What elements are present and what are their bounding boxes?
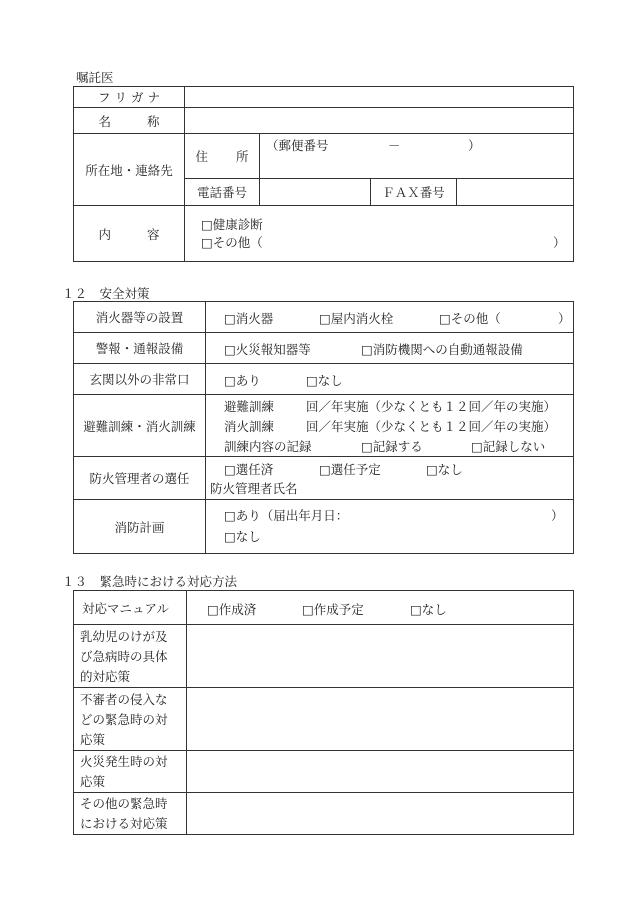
emergency-heading: １３ 緊急時における対応方法 — [62, 574, 238, 589]
fire-drill-text: 回／年実施（少なくとも１２回／年の実施） — [306, 419, 557, 434]
fax-field[interactable] — [457, 179, 574, 206]
fire-response-field[interactable] — [187, 751, 574, 793]
injury-illness-field[interactable] — [187, 625, 574, 688]
name-label-char-2: 称 — [147, 113, 160, 129]
fire-response-label — [74, 751, 187, 793]
other-emergency-line-1: その他の緊急時 — [80, 796, 168, 811]
manual-none-option[interactable]: □なし — [410, 602, 447, 617]
address-label-char-2: 所 — [236, 149, 249, 164]
fire-manager-label: 防火管理者の選任 — [74, 457, 206, 500]
other-emergency-field[interactable] — [187, 793, 574, 835]
health-check-option[interactable]: □健康診断 — [201, 217, 263, 232]
evacuation-drill-label: 避難訓練 — [224, 399, 275, 414]
fire-drill-label: 消火訓練 — [224, 419, 275, 434]
manager-name-label: 防火管理者氏名 — [210, 481, 298, 496]
fire-response-line-1: 火災発生時の対 — [80, 754, 168, 769]
record-yes-option[interactable]: □記録する — [361, 439, 423, 454]
postal-dash: － — [388, 138, 401, 153]
injury-illness-label — [74, 625, 187, 688]
location-label: 所在地・連絡先 — [74, 134, 185, 206]
fire-manager-content — [206, 457, 574, 500]
content-field — [185, 206, 574, 262]
drill-label: 避難訓練・消火訓練 — [74, 395, 206, 457]
manual-options — [187, 591, 574, 625]
manager-none-option[interactable]: □なし — [426, 462, 463, 477]
phone-label: 電話番号 — [185, 179, 260, 206]
drill-content — [206, 395, 574, 457]
emergency-exit-label: 玄関以外の非常口 — [74, 364, 206, 395]
evacuation-drill-text: 回／年実施（少なくとも１２回／年の実施） — [306, 399, 557, 414]
injury-illness-line-3: 的対応策 — [80, 669, 131, 684]
content-label — [74, 206, 185, 262]
intruder-line-3: 応策 — [80, 732, 106, 747]
address-field[interactable] — [260, 134, 574, 179]
exit-yes-option[interactable]: □あり — [224, 373, 261, 388]
phone-field[interactable] — [260, 179, 371, 206]
fire-equipment-options — [206, 302, 574, 333]
indoor-hydrant-option[interactable]: □屋内消火栓 — [319, 311, 394, 326]
alarm-options — [206, 333, 574, 364]
name-field[interactable] — [185, 108, 574, 134]
doctor-table — [73, 86, 574, 262]
doctor-heading: 嘱託医 — [76, 70, 114, 85]
manual-created-option[interactable]: □作成済 — [207, 602, 257, 617]
manual-planned-option[interactable]: □作成予定 — [302, 602, 364, 617]
name-label — [74, 108, 185, 134]
auto-report-option[interactable]: □消防機関への自動通報設備 — [361, 342, 523, 357]
fax-label: ＦＡＸ番号 — [371, 179, 457, 206]
emergency-table — [73, 590, 574, 835]
intruder-label — [74, 688, 187, 751]
manager-appointed-option[interactable]: □選任済 — [224, 462, 274, 477]
safety-table — [73, 301, 574, 554]
other-emergency-label — [74, 793, 187, 835]
furigana-label: フ リ ガ ナ — [74, 87, 185, 108]
emergency-exit-options — [206, 364, 574, 395]
drill-record-label: 訓練内容の記録 — [224, 439, 312, 454]
content-label-char-2: 容 — [147, 226, 160, 242]
plan-yes-option[interactable]: □あり（届出年月日： — [224, 508, 349, 523]
injury-illness-line-2: び急病時の具体 — [80, 649, 168, 664]
fire-alarm-option[interactable]: □火災報知器等 — [224, 342, 311, 357]
fire-equipment-label: 消火器等の設置 — [74, 302, 206, 333]
record-no-option[interactable]: □記録しない — [471, 439, 546, 454]
postal-close: ） — [468, 138, 481, 153]
equipment-other-option[interactable]: □その他（ — [439, 311, 501, 326]
injury-illness-line-1: 乳幼児のけが及 — [80, 629, 168, 644]
address-label-char-1: 住 — [195, 149, 208, 164]
intruder-line-1: 不審者の侵入な — [80, 692, 168, 707]
address-label — [185, 134, 260, 179]
alarm-label: 警報・通報設備 — [74, 333, 206, 364]
name-label-char-1: 名 — [98, 113, 111, 129]
manager-planned-option[interactable]: □選任予定 — [319, 462, 381, 477]
other-option[interactable]: □その他（ — [201, 235, 263, 250]
safety-heading: １２ 安全対策 — [62, 286, 150, 301]
plan-no-option[interactable]: □なし — [224, 529, 261, 544]
fire-response-line-2: 応策 — [80, 774, 106, 789]
postal-text: （郵便番号 — [266, 138, 329, 153]
plan-yes-close: ） — [551, 508, 564, 523]
fire-plan-content — [206, 500, 574, 554]
manual-label: 対応マニュアル — [74, 591, 187, 625]
content-label-char-1: 内 — [98, 226, 111, 242]
other-emergency-line-2: における対応策 — [80, 816, 168, 831]
equipment-other-close: ） — [558, 311, 571, 326]
intruder-field[interactable] — [187, 688, 574, 751]
furigana-field[interactable] — [185, 87, 574, 108]
fire-plan-label: 消防計画 — [74, 500, 206, 554]
fire-extinguisher-option[interactable]: □消火器 — [224, 311, 274, 326]
exit-no-option[interactable]: □なし — [306, 373, 343, 388]
other-option-close: ） — [553, 235, 566, 250]
intruder-line-2: どの緊急時の対 — [80, 712, 168, 727]
